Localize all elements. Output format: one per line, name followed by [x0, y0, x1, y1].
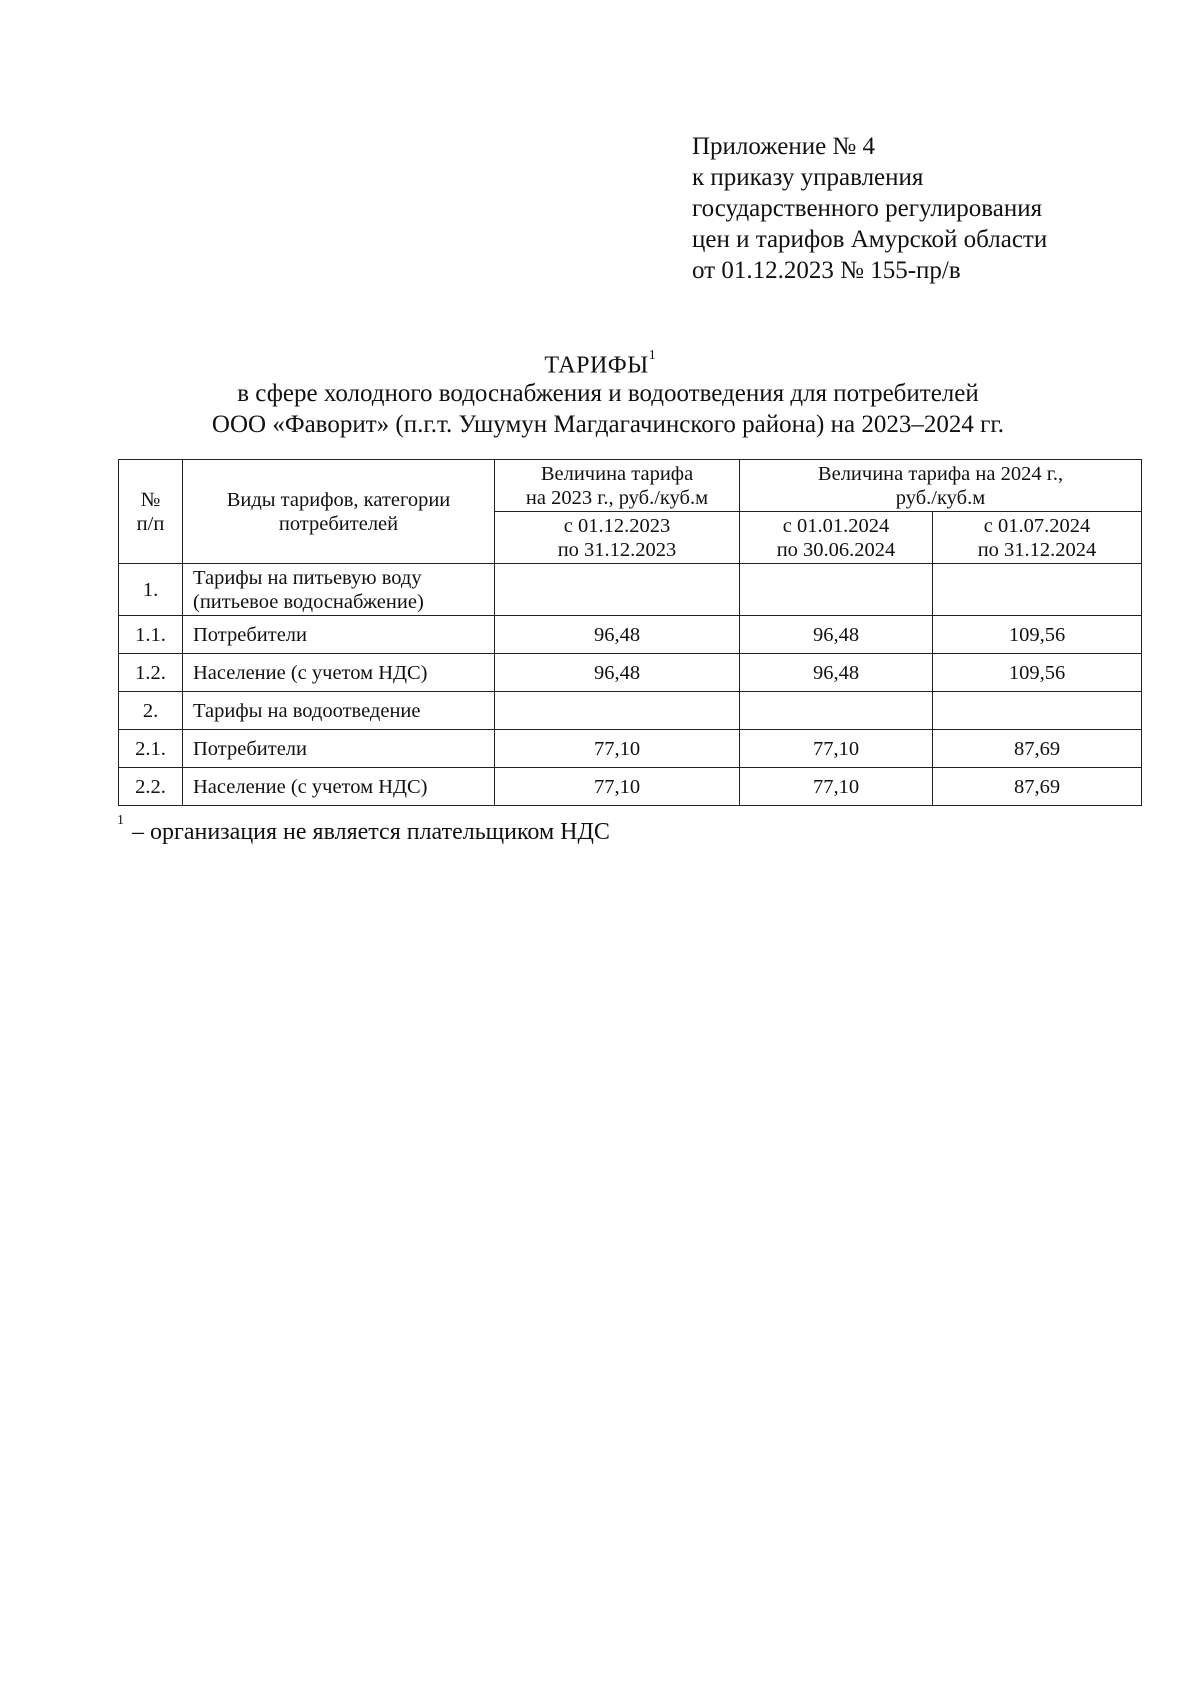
tariffs-table [118, 459, 1142, 806]
row-value-2024-h1 [740, 692, 933, 730]
row-value-2024-h2: 109,56 [933, 654, 1142, 692]
row-name: Население (с учетом НДС) [183, 768, 495, 806]
header-period-2: с 01.01.2024 по 30.06.2024 [740, 512, 933, 564]
row-name: Потребители [183, 616, 495, 654]
row-name: Тарифы на водоотведение [183, 692, 495, 730]
row-value-2024-h2: 87,69 [933, 768, 1142, 806]
row-num: 2.2. [119, 768, 183, 806]
appendix-line: Приложение № 4 [692, 133, 876, 160]
header-period-3: с 01.07.2024 по 31.12.2024 [933, 512, 1142, 564]
row-value-2024-h1: 96,48 [740, 654, 933, 692]
table-row [119, 730, 1142, 768]
row-value-2024-h1: 77,10 [740, 768, 933, 806]
header-period-1: с 01.12.2023 по 31.12.2023 [495, 512, 740, 564]
document-title [0, 345, 1200, 380]
title-footnote-mark: 1 [648, 348, 656, 363]
row-num: 2. [119, 692, 183, 730]
row-value-2023: 77,10 [495, 730, 740, 768]
row-num: 1.1. [119, 616, 183, 654]
row-value-2023 [495, 692, 740, 730]
appendix-line: цен и тарифов Амурской области [692, 226, 1048, 253]
footnote-text: – организация не является плательщиком НДС [132, 819, 610, 845]
appendix-line: государственного регулирования [692, 195, 1043, 222]
row-name: Тарифы на питьевую воду (питьевое водоснабжение) [183, 564, 495, 616]
table-row [119, 768, 1142, 806]
footnote [117, 813, 610, 846]
footnote-mark: 1 [117, 813, 124, 828]
table-row [119, 564, 1142, 616]
row-name: Население (с учетом НДС) [183, 654, 495, 692]
subtitle-line-2: ООО «Фаворит» (п.г.т. Ушумун Магдагачинского района) на 2023–2024 гг. [211, 411, 1005, 438]
table-row [119, 692, 1142, 730]
row-value-2024-h1: 96,48 [740, 616, 933, 654]
table-row [119, 654, 1142, 692]
header-tariff-2023: Величина тарифа на 2023 г., руб./куб.м [495, 460, 740, 512]
row-value-2023: 96,48 [495, 616, 740, 654]
row-value-2024-h2 [933, 692, 1142, 730]
row-num: 2.1. [119, 730, 183, 768]
header-tariff-type: Виды тарифов, категории потребителей [183, 460, 495, 564]
row-num: 1.2. [119, 654, 183, 692]
row-num: 1. [119, 564, 183, 616]
row-value-2024-h2 [933, 564, 1142, 616]
appendix-line: к приказу управления [692, 164, 924, 191]
row-name: Потребители [183, 730, 495, 768]
row-value-2023 [495, 564, 740, 616]
row-value-2024-h2: 109,56 [933, 616, 1142, 654]
title-text: ТАРИФЫ [544, 352, 649, 379]
header-tariff-2024: Величина тарифа на 2024 г., руб./куб.м [740, 460, 1142, 512]
appendix-block [692, 131, 1047, 286]
row-value-2023: 77,10 [495, 768, 740, 806]
table-row [119, 616, 1142, 654]
row-value-2024-h1 [740, 564, 933, 616]
row-value-2023: 96,48 [495, 654, 740, 692]
header-num: № п/п [119, 460, 183, 564]
table-header-row [119, 460, 1142, 512]
row-value-2024-h1: 77,10 [740, 730, 933, 768]
subtitle-line-1: в сфере холодного водоснабжения и водоотведения для потребителей [237, 380, 979, 407]
row-value-2024-h2: 87,69 [933, 730, 1142, 768]
appendix-line: от 01.12.2023 № 155-пр/в [692, 257, 961, 284]
